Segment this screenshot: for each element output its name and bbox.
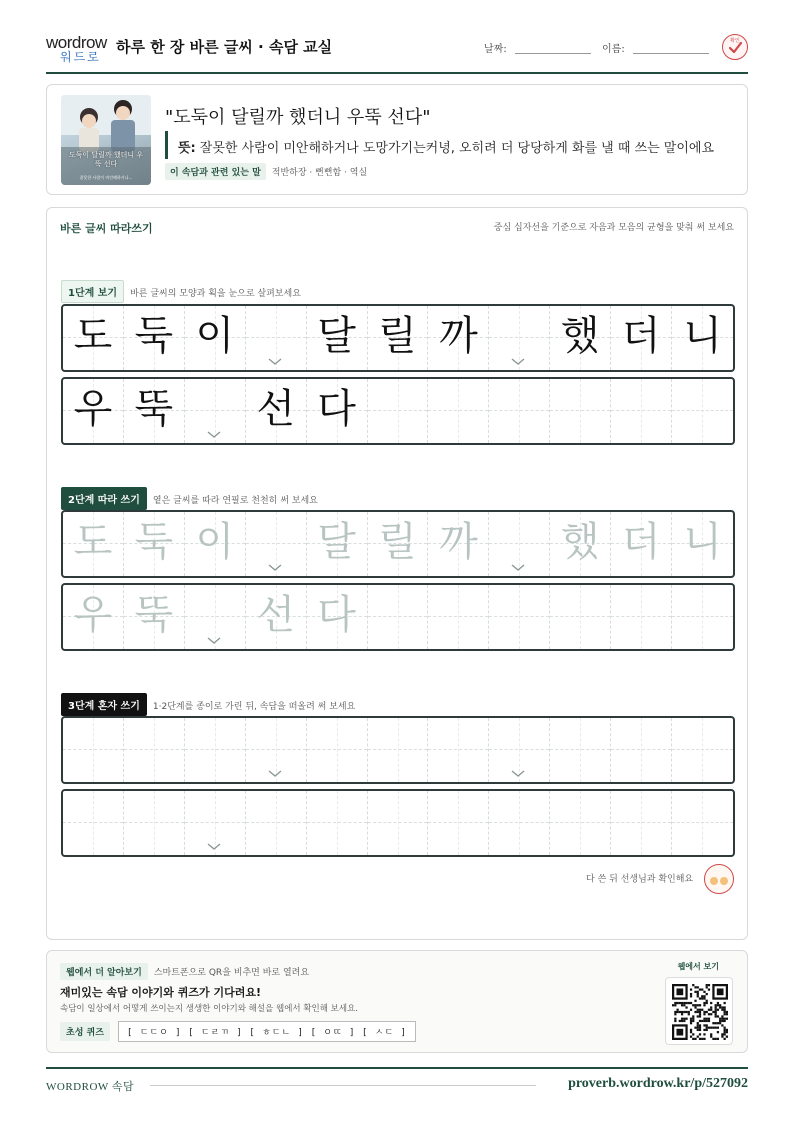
grid-cell[interactable] bbox=[550, 585, 611, 649]
grid-cell[interactable] bbox=[124, 512, 185, 576]
qr-code-icon[interactable] bbox=[665, 977, 733, 1045]
grid-cell bbox=[246, 379, 307, 443]
grid-char: 다 bbox=[317, 592, 356, 638]
proverb-illustration bbox=[61, 95, 151, 185]
check-stamp-label: 확인 bbox=[730, 38, 740, 44]
step3-row-2[interactable] bbox=[61, 789, 735, 857]
teacher-stamp-icon bbox=[704, 864, 734, 894]
grid-char: 이 bbox=[195, 313, 235, 359]
related-list: 적반하장 · 뻔뻔함 · 역실 bbox=[271, 168, 368, 178]
grid-cell[interactable] bbox=[489, 512, 550, 576]
grid-cell bbox=[672, 306, 733, 370]
proverb-text: "도둑이 달릴까 했더니 우뚝 선다" bbox=[165, 107, 431, 128]
proverb-meaning bbox=[165, 131, 714, 159]
grid-cell[interactable] bbox=[489, 791, 550, 855]
grid-cell[interactable] bbox=[246, 512, 307, 576]
web-section bbox=[46, 950, 748, 1053]
step2-header bbox=[61, 487, 318, 510]
related-words bbox=[165, 163, 367, 180]
grid-cell[interactable] bbox=[307, 718, 368, 782]
grid-cell[interactable] bbox=[307, 585, 368, 649]
step2-row-1[interactable] bbox=[61, 510, 735, 578]
step1-row-2 bbox=[61, 377, 735, 445]
logo-text: wordrow bbox=[46, 33, 107, 52]
grid-char: 선 bbox=[256, 592, 295, 638]
grid-char: 둑 bbox=[134, 313, 174, 359]
web-headline: 재미있는 속담 이야기와 퀴즈가 기다려요! bbox=[60, 986, 261, 999]
grid-cell[interactable] bbox=[550, 512, 611, 576]
grid-cell bbox=[550, 379, 611, 443]
name-label: 이름: bbox=[602, 44, 625, 55]
grid-cell[interactable] bbox=[185, 718, 246, 782]
grid-cell bbox=[185, 379, 246, 443]
teacher-confirm bbox=[586, 864, 734, 894]
step1-tag: 1단계 보기 bbox=[61, 280, 124, 303]
step3-row-1[interactable] bbox=[61, 716, 735, 784]
step1-desc: 바른 글씨의 모양과 획을 눈으로 살펴보세요 bbox=[130, 289, 301, 299]
space-mark-icon bbox=[207, 637, 221, 645]
grid-cell[interactable] bbox=[611, 791, 672, 855]
grid-char: 까 bbox=[439, 519, 478, 565]
related-tag: 이 속담과 관련 있는 말 bbox=[165, 163, 266, 180]
grid-cell[interactable] bbox=[672, 791, 733, 855]
grid-char: 니 bbox=[683, 313, 722, 359]
web-tag-line bbox=[60, 963, 309, 980]
grid-cell[interactable] bbox=[489, 718, 550, 782]
grid-cell[interactable] bbox=[63, 585, 124, 649]
grid-cell bbox=[489, 379, 550, 443]
name-field[interactable] bbox=[602, 40, 709, 55]
wordrow-logo bbox=[46, 34, 108, 64]
grid-cell[interactable] bbox=[672, 585, 733, 649]
grid-cell[interactable] bbox=[63, 512, 124, 576]
grid-cell[interactable] bbox=[246, 718, 307, 782]
step3-header bbox=[61, 693, 355, 716]
grid-char: 더 bbox=[621, 313, 661, 359]
step2-desc: 옅은 글씨를 따라 연필로 천천히 써 보세요 bbox=[152, 496, 318, 506]
meaning-text: 잘못한 사람이 미안해하거나 도망가기는커녕, 오히려 더 당당하게 화를 낼 때 쓰는 말이에요 bbox=[199, 141, 714, 156]
grid-cell[interactable] bbox=[368, 512, 429, 576]
grid-char: 선 bbox=[256, 386, 295, 432]
grid-cell[interactable] bbox=[428, 791, 489, 855]
grid-char: 니 bbox=[683, 519, 722, 565]
grid-cell[interactable] bbox=[489, 585, 550, 649]
web-desc: 속담이 일상에서 어떻게 쓰이는지 생생한 이야기와 해설을 웹에서 확인해 보세요. bbox=[60, 1004, 358, 1014]
grid-char: 우 bbox=[73, 386, 113, 432]
grid-cell[interactable] bbox=[428, 585, 489, 649]
step3-tag: 3단계 혼자 쓰기 bbox=[61, 693, 147, 716]
grid-cell bbox=[63, 306, 124, 370]
page-title: 하루 한 장 바른 글씨 · 속담 교실 bbox=[116, 38, 333, 56]
grid-cell bbox=[672, 379, 733, 443]
grid-cell[interactable] bbox=[124, 791, 185, 855]
step3-desc: 1·2단계를 종이로 가린 뒤, 속담을 떠올려 써 보세요 bbox=[152, 702, 356, 712]
step2-row-2[interactable] bbox=[61, 583, 735, 651]
grid-cell[interactable] bbox=[185, 791, 246, 855]
date-label: 날짜: bbox=[484, 44, 507, 55]
grid-char: 달 bbox=[317, 313, 356, 359]
grid-cell[interactable] bbox=[428, 718, 489, 782]
grid-cell bbox=[428, 379, 489, 443]
grid-cell bbox=[307, 379, 368, 443]
qr-label: 웹에서 보기 bbox=[677, 962, 719, 971]
grid-cell bbox=[489, 306, 550, 370]
grid-cell bbox=[63, 379, 124, 443]
grid-cell[interactable] bbox=[124, 585, 185, 649]
grid-cell[interactable] bbox=[185, 585, 246, 649]
grid-char: 했 bbox=[560, 519, 600, 565]
quiz-label: 초성 퀴즈 bbox=[60, 1022, 110, 1041]
grid-char: 도 bbox=[73, 313, 113, 359]
grid-char: 우 bbox=[73, 592, 113, 638]
practice-title: 바른 글씨 따라쓰기 bbox=[60, 222, 153, 235]
chosung-quiz bbox=[60, 1021, 416, 1042]
grid-cell bbox=[368, 306, 429, 370]
grid-char: 이 bbox=[195, 519, 235, 565]
practice-panel bbox=[46, 207, 748, 940]
grid-cell bbox=[550, 306, 611, 370]
step1-header bbox=[61, 280, 301, 303]
space-mark-icon bbox=[511, 770, 525, 778]
grid-cell bbox=[185, 306, 246, 370]
practice-note: 중심 십자선을 기준으로 자음과 모음의 균형을 맞춰 써 보세요 bbox=[493, 223, 734, 233]
grid-cell[interactable] bbox=[550, 718, 611, 782]
grid-cell bbox=[124, 379, 185, 443]
quiz-box: [ ㄷㄷㅇ ] [ ㄷㄹㄲ ] [ ㅎㄷㄴ ] [ ㅇㄸ ] [ ㅅㄷ ] bbox=[118, 1021, 416, 1042]
grid-cell[interactable] bbox=[307, 512, 368, 576]
grid-cell[interactable] bbox=[246, 791, 307, 855]
step2-tag: 2단계 따라 쓰기 bbox=[61, 487, 147, 510]
space-mark-icon bbox=[207, 431, 221, 439]
step1-row-1 bbox=[61, 304, 735, 372]
logo-kor: 워드로 bbox=[60, 50, 101, 64]
web-tag-desc: 스마트폰으로 QR을 비추면 바로 열려요 bbox=[153, 968, 310, 978]
grid-cell[interactable] bbox=[368, 791, 429, 855]
grid-cell[interactable] bbox=[611, 718, 672, 782]
grid-char: 둑 bbox=[134, 519, 174, 565]
grid-cell bbox=[246, 306, 307, 370]
space-mark-icon bbox=[268, 564, 282, 572]
check-stamp-icon bbox=[722, 34, 748, 60]
grid-char: 릴 bbox=[378, 313, 417, 359]
thumbnail-caption: 도둑이 달릴까 했더니 우뚝 선다 bbox=[68, 151, 144, 168]
footer-divider bbox=[150, 1085, 536, 1086]
grid-cell[interactable] bbox=[672, 512, 733, 576]
proverb-card bbox=[46, 84, 748, 195]
web-tag: 웹에서 더 알아보기 bbox=[60, 963, 148, 980]
grid-cell bbox=[428, 306, 489, 370]
grid-cell[interactable] bbox=[246, 585, 307, 649]
grid-char: 뚝 bbox=[134, 592, 174, 638]
grid-cell[interactable] bbox=[428, 512, 489, 576]
grid-cell bbox=[368, 379, 429, 443]
grid-cell[interactable] bbox=[124, 718, 185, 782]
space-mark-icon bbox=[511, 564, 525, 572]
grid-cell[interactable] bbox=[185, 512, 246, 576]
date-field[interactable] bbox=[484, 40, 591, 55]
footer-brand: WORDROW 속담 bbox=[46, 1081, 135, 1093]
space-mark-icon bbox=[207, 843, 221, 851]
grid-cell[interactable] bbox=[672, 718, 733, 782]
grid-cell[interactable] bbox=[63, 791, 124, 855]
grid-cell bbox=[307, 306, 368, 370]
grid-cell bbox=[611, 306, 672, 370]
grid-cell[interactable] bbox=[368, 585, 429, 649]
grid-cell[interactable] bbox=[368, 718, 429, 782]
grid-cell bbox=[611, 379, 672, 443]
grid-cell bbox=[124, 306, 185, 370]
grid-char: 도 bbox=[73, 519, 113, 565]
grid-cell[interactable] bbox=[63, 718, 124, 782]
page-footer bbox=[46, 1067, 748, 1097]
grid-cell[interactable] bbox=[307, 791, 368, 855]
meaning-label: 뜻: bbox=[178, 141, 196, 156]
page-header bbox=[46, 30, 748, 74]
grid-char: 까 bbox=[439, 313, 478, 359]
grid-char: 달 bbox=[317, 519, 356, 565]
grid-char: 뚝 bbox=[134, 386, 174, 432]
space-mark-icon bbox=[511, 358, 525, 366]
grid-char: 했 bbox=[560, 313, 600, 359]
grid-char: 다 bbox=[317, 386, 356, 432]
thumbnail-subcaption: 잘못한 사람이 미안해하거나... bbox=[79, 175, 133, 180]
space-mark-icon bbox=[268, 358, 282, 366]
space-mark-icon bbox=[268, 770, 282, 778]
grid-cell[interactable] bbox=[550, 791, 611, 855]
grid-char: 더 bbox=[621, 519, 661, 565]
grid-char: 릴 bbox=[378, 519, 417, 565]
footer-url[interactable]: proverb.wordrow.kr/p/527092 bbox=[568, 1076, 748, 1091]
grid-cell[interactable] bbox=[611, 512, 672, 576]
grid-cell[interactable] bbox=[611, 585, 672, 649]
confirm-text: 다 쓴 뒤 선생님과 확인해요 bbox=[586, 874, 694, 885]
